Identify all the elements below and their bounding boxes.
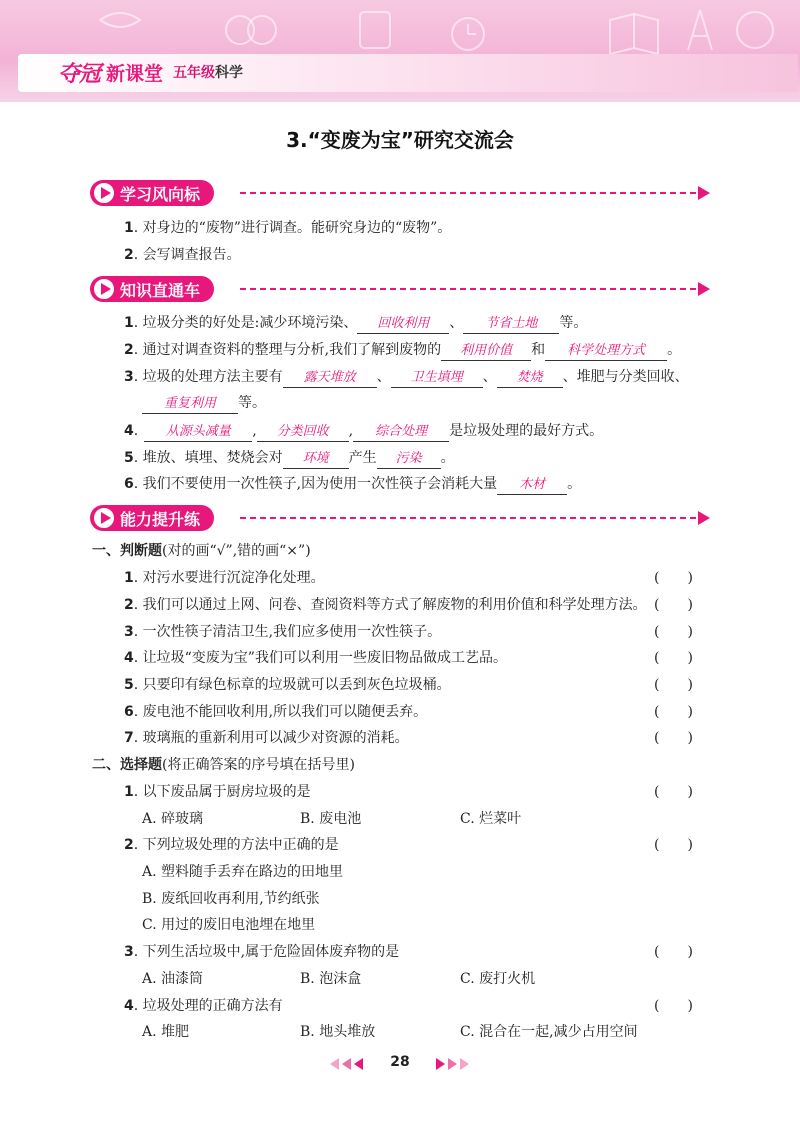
item-number: 3 — [124, 369, 134, 385]
arrow-right-icon — [698, 511, 710, 525]
option-b: B. 地头堆放 — [300, 1024, 376, 1040]
heading-text: 一、判断题 — [92, 543, 162, 559]
option-c: C. 废打火机 — [460, 971, 536, 987]
item-text: . 垃圾的处理方法主要有 — [133, 369, 283, 385]
arrow-right-icon — [448, 1058, 457, 1070]
knowledge-item — [124, 313, 587, 334]
judge-item — [124, 728, 409, 748]
item-text: . 我们可以通过上网、问卷、查阅资料等方式了解废物的利用价值和科学处理方法。 — [133, 597, 647, 613]
dashed-line — [240, 192, 696, 194]
section-header-practice — [90, 505, 710, 531]
answer-blank[interactable]: 综合处理 — [353, 423, 449, 442]
section-title: 知识直通车 — [120, 280, 201, 300]
section-title: 能力提升练 — [120, 509, 201, 529]
section-pill — [90, 180, 214, 206]
item-text: . 垃圾分类的好处是:减少环境污染、 — [133, 315, 358, 331]
arrow-right-icon — [460, 1058, 469, 1070]
item-text: , — [252, 423, 257, 439]
option-c: C. 烂菜叶 — [460, 811, 522, 827]
item-text: . 会写调查报告。 — [133, 247, 241, 263]
item-text: . 堆放、填埋、焚烧会对 — [133, 450, 283, 466]
header-banner — [0, 0, 800, 102]
item-number: 2 — [124, 247, 134, 263]
page-footer — [0, 1052, 800, 1078]
item-text: 等。 — [559, 315, 588, 331]
brand-sub: 新课堂 — [106, 62, 164, 85]
answer-blank[interactable]: 回收利用 — [357, 315, 449, 334]
play-icon — [92, 181, 116, 205]
section-title: 学习风向标 — [120, 184, 201, 204]
answer-paren[interactable]: ( ) — [654, 624, 693, 640]
answer-blank[interactable]: 分类回收 — [257, 423, 349, 442]
dashed-line — [240, 288, 696, 290]
answer-paren[interactable]: ( ) — [654, 944, 693, 960]
answer-paren[interactable]: ( ) — [654, 784, 693, 800]
item-text: 。 — [440, 450, 455, 466]
item-text: 。 — [667, 342, 682, 358]
judge-item — [124, 702, 427, 722]
dashed-line — [240, 517, 696, 519]
part1-heading — [92, 541, 311, 561]
item-text: . 对污水要进行沉淀净化处理。 — [133, 570, 325, 586]
item-number: 1 — [124, 315, 134, 331]
option-b: B. 废纸回收再利用,节约纸张 — [142, 891, 320, 907]
item-text: . 以下废品属于厨房垃圾的是 — [133, 784, 311, 800]
knowledge-item — [124, 448, 455, 469]
answer-paren[interactable]: ( ) — [654, 704, 693, 720]
item-number: 2 — [124, 342, 134, 358]
item-text: 、 — [449, 315, 464, 331]
option-b: B. 泡沫盒 — [300, 971, 362, 987]
heading-text: 二、选择题 — [92, 757, 162, 773]
item-text: . 我们不要使用一次性筷子,因为使用一次性筷子会消耗大量 — [133, 476, 498, 492]
arrow-left-icon — [330, 1058, 339, 1070]
answer-blank[interactable]: 节省土地 — [463, 315, 559, 334]
item-text: . 废电池不能回收利用,所以我们可以随便丢弃。 — [133, 704, 428, 720]
answer-paren[interactable]: ( ) — [654, 597, 693, 613]
choice-question — [124, 942, 399, 962]
choice-question — [124, 782, 311, 802]
item-text: . 只要印有绿色标章的垃圾就可以丢到灰色垃圾桶。 — [133, 677, 451, 693]
answer-blank[interactable]: 利用价值 — [441, 342, 531, 361]
judge-item — [124, 675, 451, 695]
answer-paren[interactable]: ( ) — [654, 837, 693, 853]
knowledge-item — [124, 474, 581, 495]
answer-blank[interactable]: 污染 — [377, 450, 441, 469]
item-text: 。 — [567, 476, 582, 492]
item-number: 4 — [124, 423, 134, 439]
item-text: 、堆肥与分类回收、 — [562, 369, 689, 385]
part2-heading — [92, 755, 355, 775]
arrow-right-icon — [436, 1058, 445, 1070]
item-number: 1 — [124, 784, 134, 800]
choice-question — [124, 835, 339, 855]
item-text: . 通过对调查资料的整理与分析,我们了解到废物的 — [133, 342, 442, 358]
item-text: 等。 — [238, 395, 266, 411]
item-text: , — [348, 423, 354, 439]
answer-blank[interactable]: 焚烧 — [497, 369, 563, 388]
item-number: 1 — [124, 570, 134, 586]
choice-question — [124, 996, 283, 1016]
option-b: B. 废电池 — [300, 811, 362, 827]
item-text: . 玻璃瓶的重新利用可以减少对资源的消耗。 — [133, 730, 409, 746]
item-text: 、 — [376, 369, 391, 385]
answer-paren[interactable]: ( ) — [654, 570, 693, 586]
knowledge-item — [124, 367, 689, 388]
arrow-right-icon — [698, 186, 710, 200]
answer-blank[interactable]: 重复利用 — [142, 395, 238, 414]
item-text: . 对身边的“废物”进行调查。能研究身边的“废物”。 — [133, 220, 452, 236]
item-text: . 下列生活垃圾中,属于危险固体废弃物的是 — [133, 944, 400, 960]
item-number: 4 — [124, 998, 134, 1014]
answer-paren[interactable]: ( ) — [654, 998, 693, 1014]
brand-main: 夺冠 — [58, 61, 101, 87]
grade-text: 五年级 — [173, 65, 216, 81]
goal-item — [124, 218, 451, 238]
page-title: 3.“变废为宝”研究交流会 — [286, 128, 514, 152]
item-number: 7 — [124, 730, 134, 746]
item-text: . 一次性筷子清洁卫生,我们应多使用一次性筷子。 — [133, 624, 442, 640]
grade-label — [173, 62, 243, 82]
heading-note: (将正确答案的序号填在括号里) — [162, 757, 355, 773]
item-number: 1 — [124, 220, 134, 236]
judge-item — [124, 622, 441, 642]
option-c: C. 用过的废旧电池埋在地里 — [142, 917, 316, 933]
arrow-right-icon — [698, 282, 710, 296]
option-a: A. 堆肥 — [142, 1024, 190, 1040]
answer-blank[interactable]: 木材 — [497, 476, 567, 495]
item-number: 5 — [124, 450, 134, 466]
item-number: 3 — [124, 944, 134, 960]
goal-item — [124, 245, 241, 265]
item-text: . — [133, 423, 139, 439]
section-pill — [90, 505, 214, 531]
answer-blank[interactable]: 从源头减量 — [144, 423, 252, 442]
answer-paren[interactable]: ( ) — [654, 677, 693, 693]
answer-blank[interactable]: 环境 — [283, 450, 349, 469]
option-a: A. 塑料随手丢弃在路边的田地里 — [142, 864, 344, 880]
section-header-goals — [90, 180, 710, 206]
answer-paren[interactable]: ( ) — [654, 650, 693, 666]
item-text: 、 — [482, 369, 497, 385]
item-number: 2 — [124, 597, 134, 613]
item-text: . 下列垃圾处理的方法中正确的是 — [133, 837, 339, 853]
item-number: 3 — [124, 624, 134, 640]
item-number: 6 — [124, 476, 134, 492]
item-text: 是垃圾处理的最好方式。 — [449, 423, 604, 439]
answer-blank[interactable]: 露天堆放 — [283, 369, 377, 388]
play-icon — [92, 506, 116, 530]
judge-item — [124, 595, 647, 615]
item-text: 产生 — [348, 450, 377, 466]
answer-blank[interactable]: 卫生填埋 — [391, 369, 483, 388]
arrow-left-icon — [354, 1058, 363, 1070]
item-text: 和 — [531, 342, 546, 358]
item-number: 5 — [124, 677, 134, 693]
arrow-left-icon — [342, 1058, 351, 1070]
knowledge-item-cont — [142, 393, 266, 414]
option-c: C. 混合在一起,减少占用空间 — [460, 1024, 638, 1040]
play-icon — [92, 277, 116, 301]
item-number: 4 — [124, 650, 134, 666]
option-a: A. 油漆筒 — [142, 971, 204, 987]
heading-note: (对的画“√”,错的画“×”) — [162, 543, 311, 559]
item-text: . 垃圾处理的正确方法有 — [133, 998, 283, 1014]
judge-item — [124, 568, 325, 588]
brand-logo — [58, 56, 243, 88]
knowledge-item — [124, 340, 681, 361]
knowledge-item — [124, 421, 603, 442]
section-pill — [90, 276, 214, 302]
item-number: 6 — [124, 704, 134, 720]
item-number: 2 — [124, 837, 134, 853]
subject-text: 科学 — [215, 65, 244, 81]
answer-paren[interactable]: ( ) — [654, 730, 693, 746]
answer-blank[interactable]: 科学处理方式 — [545, 342, 667, 361]
option-a: A. 碎玻璃 — [142, 811, 204, 827]
judge-item — [124, 648, 507, 668]
section-header-knowledge — [90, 276, 710, 302]
item-text: . 让垃圾“变废为宝”我们可以利用一些废旧物品做成工艺品。 — [133, 650, 507, 666]
page-number: 28 — [390, 1054, 410, 1070]
